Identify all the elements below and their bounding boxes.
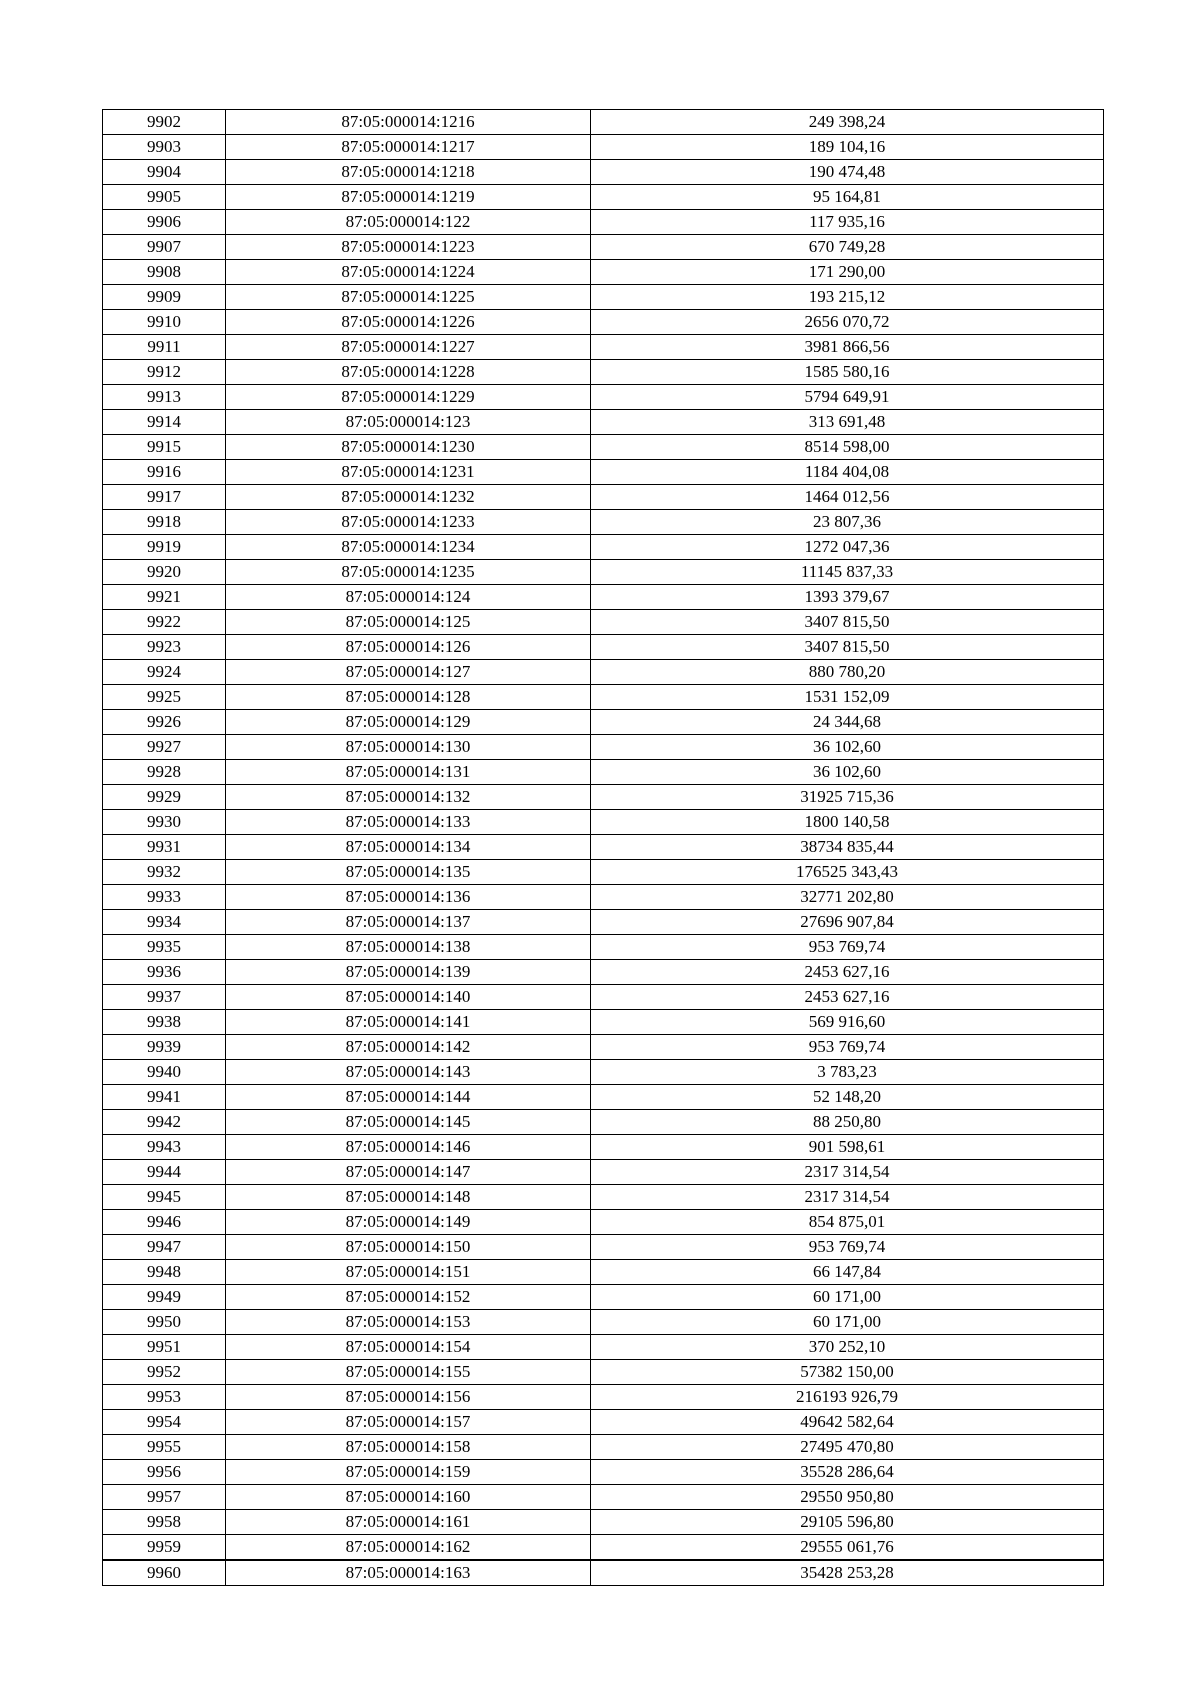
cadastral-number-cell: 87:05:000014:1230 [226, 435, 591, 460]
table-row [103, 1310, 1104, 1335]
row-number-cell: 9935 [103, 935, 226, 960]
value-cell: 52 148,20 [591, 1085, 1104, 1110]
value-cell: 88 250,80 [591, 1110, 1104, 1135]
value-cell: 5794 649,91 [591, 385, 1104, 410]
row-number-cell: 9934 [103, 910, 226, 935]
row-number-cell: 9908 [103, 260, 226, 285]
table-row [103, 685, 1104, 710]
table-row [103, 1510, 1104, 1535]
cadastral-number-cell: 87:05:000014:1233 [226, 510, 591, 535]
table-row [103, 960, 1104, 985]
value-cell: 2317 314,54 [591, 1185, 1104, 1210]
table-row [103, 1210, 1104, 1235]
row-number-cell: 9941 [103, 1085, 226, 1110]
table-row [103, 1110, 1104, 1135]
value-cell: 216193 926,79 [591, 1385, 1104, 1410]
cadastral-number-cell: 87:05:000014:163 [226, 1560, 591, 1586]
row-number-cell: 9909 [103, 285, 226, 310]
row-number-cell: 9932 [103, 860, 226, 885]
cadastral-number-cell: 87:05:000014:136 [226, 885, 591, 910]
value-cell: 569 916,60 [591, 1010, 1104, 1035]
row-number-cell: 9959 [103, 1535, 226, 1561]
row-number-cell: 9950 [103, 1310, 226, 1335]
row-number-cell: 9951 [103, 1335, 226, 1360]
table-row [103, 635, 1104, 660]
value-cell: 57382 150,00 [591, 1360, 1104, 1385]
row-number-cell: 9927 [103, 735, 226, 760]
value-cell: 36 102,60 [591, 735, 1104, 760]
row-number-cell: 9946 [103, 1210, 226, 1235]
table-row [103, 110, 1104, 135]
cadastral-number-cell: 87:05:000014:1224 [226, 260, 591, 285]
value-cell: 2317 314,54 [591, 1160, 1104, 1185]
row-number-cell: 9918 [103, 510, 226, 535]
table-row [103, 210, 1104, 235]
cadastral-number-cell: 87:05:000014:134 [226, 835, 591, 860]
cadastral-number-cell: 87:05:000014:132 [226, 785, 591, 810]
table-row [103, 1560, 1104, 1586]
value-cell: 854 875,01 [591, 1210, 1104, 1235]
row-number-cell: 9933 [103, 885, 226, 910]
row-number-cell: 9956 [103, 1460, 226, 1485]
row-number-cell: 9955 [103, 1435, 226, 1460]
cadastral-number-cell: 87:05:000014:122 [226, 210, 591, 235]
value-cell: 953 769,74 [591, 1035, 1104, 1060]
table-row [103, 510, 1104, 535]
cadastral-number-cell: 87:05:000014:145 [226, 1110, 591, 1135]
table-row [103, 610, 1104, 635]
table-row [103, 1360, 1104, 1385]
cadastral-number-cell: 87:05:000014:153 [226, 1310, 591, 1335]
row-number-cell: 9945 [103, 1185, 226, 1210]
value-cell: 29555 061,76 [591, 1535, 1104, 1561]
row-number-cell: 9923 [103, 635, 226, 660]
cadastral-number-cell: 87:05:000014:129 [226, 710, 591, 735]
table-row [103, 1185, 1104, 1210]
row-number-cell: 9917 [103, 485, 226, 510]
value-cell: 176525 343,43 [591, 860, 1104, 885]
value-cell: 49642 582,64 [591, 1410, 1104, 1435]
row-number-cell: 9920 [103, 560, 226, 585]
cadastral-number-cell: 87:05:000014:1231 [226, 460, 591, 485]
row-number-cell: 9937 [103, 985, 226, 1010]
row-number-cell: 9903 [103, 135, 226, 160]
row-number-cell: 9954 [103, 1410, 226, 1435]
table-row [103, 1085, 1104, 1110]
table-row [103, 835, 1104, 860]
table-row [103, 1335, 1104, 1360]
row-number-cell: 9943 [103, 1135, 226, 1160]
cadastral-number-cell: 87:05:000014:137 [226, 910, 591, 935]
table-row [103, 1535, 1104, 1561]
row-number-cell: 9960 [103, 1560, 226, 1586]
row-number-cell: 9921 [103, 585, 226, 610]
table-row [103, 760, 1104, 785]
table-row [103, 885, 1104, 910]
value-cell: 3407 815,50 [591, 635, 1104, 660]
row-number-cell: 9931 [103, 835, 226, 860]
table-row [103, 160, 1104, 185]
value-cell: 95 164,81 [591, 185, 1104, 210]
value-cell: 60 171,00 [591, 1285, 1104, 1310]
cadastral-number-cell: 87:05:000014:1234 [226, 535, 591, 560]
row-number-cell: 9910 [103, 310, 226, 335]
cadastral-number-cell: 87:05:000014:1229 [226, 385, 591, 410]
cadastral-number-cell: 87:05:000014:160 [226, 1485, 591, 1510]
value-cell: 3407 815,50 [591, 610, 1104, 635]
cadastral-number-cell: 87:05:000014:150 [226, 1235, 591, 1260]
row-number-cell: 9913 [103, 385, 226, 410]
value-cell: 1531 152,09 [591, 685, 1104, 710]
table-row [103, 985, 1104, 1010]
table-row [103, 1010, 1104, 1035]
row-number-cell: 9906 [103, 210, 226, 235]
cadastral-number-cell: 87:05:000014:125 [226, 610, 591, 635]
cadastral-number-cell: 87:05:000014:148 [226, 1185, 591, 1210]
cadastral-number-cell: 87:05:000014:127 [226, 660, 591, 685]
cadastral-number-cell: 87:05:000014:149 [226, 1210, 591, 1235]
cadastral-number-cell: 87:05:000014:142 [226, 1035, 591, 1060]
row-number-cell: 9916 [103, 460, 226, 485]
table-row [103, 285, 1104, 310]
row-number-cell: 9936 [103, 960, 226, 985]
cadastral-number-cell: 87:05:000014:161 [226, 1510, 591, 1535]
row-number-cell: 9925 [103, 685, 226, 710]
table-row [103, 710, 1104, 735]
table-row [103, 810, 1104, 835]
row-number-cell: 9929 [103, 785, 226, 810]
value-cell: 1800 140,58 [591, 810, 1104, 835]
value-cell: 36 102,60 [591, 760, 1104, 785]
value-cell: 193 215,12 [591, 285, 1104, 310]
table-row [103, 735, 1104, 760]
table-row [103, 1035, 1104, 1060]
table-row [103, 535, 1104, 560]
table-row [103, 135, 1104, 160]
cadastral-number-cell: 87:05:000014:143 [226, 1060, 591, 1085]
value-cell: 31925 715,36 [591, 785, 1104, 810]
value-cell: 1393 379,67 [591, 585, 1104, 610]
cadastral-number-cell: 87:05:000014:1219 [226, 185, 591, 210]
table-row [103, 860, 1104, 885]
cadastral-number-cell: 87:05:000014:124 [226, 585, 591, 610]
table-row [103, 1460, 1104, 1485]
cadastral-number-cell: 87:05:000014:128 [226, 685, 591, 710]
table-row [103, 935, 1104, 960]
value-cell: 27696 907,84 [591, 910, 1104, 935]
table-row [103, 1410, 1104, 1435]
cadastral-number-cell: 87:05:000014:140 [226, 985, 591, 1010]
value-cell: 370 252,10 [591, 1335, 1104, 1360]
value-cell: 60 171,00 [591, 1310, 1104, 1335]
table-row [103, 435, 1104, 460]
row-number-cell: 9922 [103, 610, 226, 635]
table-row [103, 1385, 1104, 1410]
cadastral-number-cell: 87:05:000014:131 [226, 760, 591, 785]
table-row [103, 560, 1104, 585]
row-number-cell: 9952 [103, 1360, 226, 1385]
cadastral-number-cell: 87:05:000014:158 [226, 1435, 591, 1460]
value-cell: 2656 070,72 [591, 310, 1104, 335]
cadastral-number-cell: 87:05:000014:1216 [226, 110, 591, 135]
table-row [103, 1285, 1104, 1310]
row-number-cell: 9953 [103, 1385, 226, 1410]
cadastral-number-cell: 87:05:000014:1232 [226, 485, 591, 510]
row-number-cell: 9949 [103, 1285, 226, 1310]
row-number-cell: 9958 [103, 1510, 226, 1535]
value-cell: 901 598,61 [591, 1135, 1104, 1160]
table-row [103, 485, 1104, 510]
table-body [103, 110, 1104, 1586]
table-row [103, 1160, 1104, 1185]
value-cell: 670 749,28 [591, 235, 1104, 260]
row-number-cell: 9939 [103, 1035, 226, 1060]
cadastral-number-cell: 87:05:000014:156 [226, 1385, 591, 1410]
row-number-cell: 9914 [103, 410, 226, 435]
value-cell: 2453 627,16 [591, 985, 1104, 1010]
table-row [103, 785, 1104, 810]
cadastral-number-cell: 87:05:000014:146 [226, 1135, 591, 1160]
cadastral-number-cell: 87:05:000014:1218 [226, 160, 591, 185]
value-cell: 1184 404,08 [591, 460, 1104, 485]
cadastral-number-cell: 87:05:000014:144 [226, 1085, 591, 1110]
table-row [103, 335, 1104, 360]
row-number-cell: 9907 [103, 235, 226, 260]
cadastral-number-cell: 87:05:000014:154 [226, 1335, 591, 1360]
value-cell: 3 783,23 [591, 1060, 1104, 1085]
value-cell: 880 780,20 [591, 660, 1104, 685]
value-cell: 249 398,24 [591, 110, 1104, 135]
row-number-cell: 9912 [103, 360, 226, 385]
value-cell: 8514 598,00 [591, 435, 1104, 460]
table-row [103, 1060, 1104, 1085]
table-row [103, 410, 1104, 435]
cadastral-number-cell: 87:05:000014:159 [226, 1460, 591, 1485]
value-cell: 11145 837,33 [591, 560, 1104, 585]
value-cell: 190 474,48 [591, 160, 1104, 185]
cadastral-number-cell: 87:05:000014:1226 [226, 310, 591, 335]
row-number-cell: 9905 [103, 185, 226, 210]
cadastral-number-cell: 87:05:000014:162 [226, 1535, 591, 1561]
cadastral-number-cell: 87:05:000014:147 [226, 1160, 591, 1185]
cadastral-number-cell: 87:05:000014:135 [226, 860, 591, 885]
value-cell: 171 290,00 [591, 260, 1104, 285]
row-number-cell: 9942 [103, 1110, 226, 1135]
table-row [103, 1435, 1104, 1460]
value-cell: 32771 202,80 [591, 885, 1104, 910]
row-number-cell: 9926 [103, 710, 226, 735]
table-row [103, 385, 1104, 410]
value-cell: 38734 835,44 [591, 835, 1104, 860]
row-number-cell: 9940 [103, 1060, 226, 1085]
table-row [103, 460, 1104, 485]
table-row [103, 1135, 1104, 1160]
cadastral-number-cell: 87:05:000014:1225 [226, 285, 591, 310]
row-number-cell: 9928 [103, 760, 226, 785]
row-number-cell: 9938 [103, 1010, 226, 1035]
value-cell: 3981 866,56 [591, 335, 1104, 360]
row-number-cell: 9902 [103, 110, 226, 135]
table-row [103, 910, 1104, 935]
value-cell: 1585 580,16 [591, 360, 1104, 385]
value-cell: 117 935,16 [591, 210, 1104, 235]
value-cell: 24 344,68 [591, 710, 1104, 735]
row-number-cell: 9924 [103, 660, 226, 685]
value-cell: 953 769,74 [591, 935, 1104, 960]
row-number-cell: 9948 [103, 1260, 226, 1285]
table-row [103, 310, 1104, 335]
cadastral-value-table [102, 109, 1104, 1586]
cadastral-number-cell: 87:05:000014:126 [226, 635, 591, 660]
cadastral-number-cell: 87:05:000014:151 [226, 1260, 591, 1285]
row-number-cell: 9915 [103, 435, 226, 460]
value-cell: 953 769,74 [591, 1235, 1104, 1260]
table-row [103, 260, 1104, 285]
table-row [103, 585, 1104, 610]
table-row [103, 185, 1104, 210]
cadastral-number-cell: 87:05:000014:141 [226, 1010, 591, 1035]
value-cell: 66 147,84 [591, 1260, 1104, 1285]
table-row [103, 235, 1104, 260]
cadastral-number-cell: 87:05:000014:1235 [226, 560, 591, 585]
table-row [103, 1485, 1104, 1510]
cadastral-number-cell: 87:05:000014:152 [226, 1285, 591, 1310]
value-cell: 189 104,16 [591, 135, 1104, 160]
cadastral-number-cell: 87:05:000014:1217 [226, 135, 591, 160]
cadastral-number-cell: 87:05:000014:130 [226, 735, 591, 760]
value-cell: 23 807,36 [591, 510, 1104, 535]
table-row [103, 660, 1104, 685]
cadastral-number-cell: 87:05:000014:133 [226, 810, 591, 835]
cadastral-number-cell: 87:05:000014:155 [226, 1360, 591, 1385]
value-cell: 313 691,48 [591, 410, 1104, 435]
cadastral-number-cell: 87:05:000014:1227 [226, 335, 591, 360]
cadastral-number-cell: 87:05:000014:1223 [226, 235, 591, 260]
value-cell: 29550 950,80 [591, 1485, 1104, 1510]
value-cell: 35428 253,28 [591, 1560, 1104, 1586]
cadastral-number-cell: 87:05:000014:139 [226, 960, 591, 985]
cadastral-number-cell: 87:05:000014:138 [226, 935, 591, 960]
table-row [103, 360, 1104, 385]
row-number-cell: 9911 [103, 335, 226, 360]
row-number-cell: 9919 [103, 535, 226, 560]
cadastral-number-cell: 87:05:000014:123 [226, 410, 591, 435]
row-number-cell: 9944 [103, 1160, 226, 1185]
value-cell: 29105 596,80 [591, 1510, 1104, 1535]
value-cell: 1272 047,36 [591, 535, 1104, 560]
cadastral-number-cell: 87:05:000014:157 [226, 1410, 591, 1435]
value-cell: 27495 470,80 [591, 1435, 1104, 1460]
value-cell: 35528 286,64 [591, 1460, 1104, 1485]
row-number-cell: 9930 [103, 810, 226, 835]
cadastral-number-cell: 87:05:000014:1228 [226, 360, 591, 385]
value-cell: 2453 627,16 [591, 960, 1104, 985]
row-number-cell: 9947 [103, 1235, 226, 1260]
row-number-cell: 9904 [103, 160, 226, 185]
value-cell: 1464 012,56 [591, 485, 1104, 510]
row-number-cell: 9957 [103, 1485, 226, 1510]
table-row [103, 1260, 1104, 1285]
table-row [103, 1235, 1104, 1260]
